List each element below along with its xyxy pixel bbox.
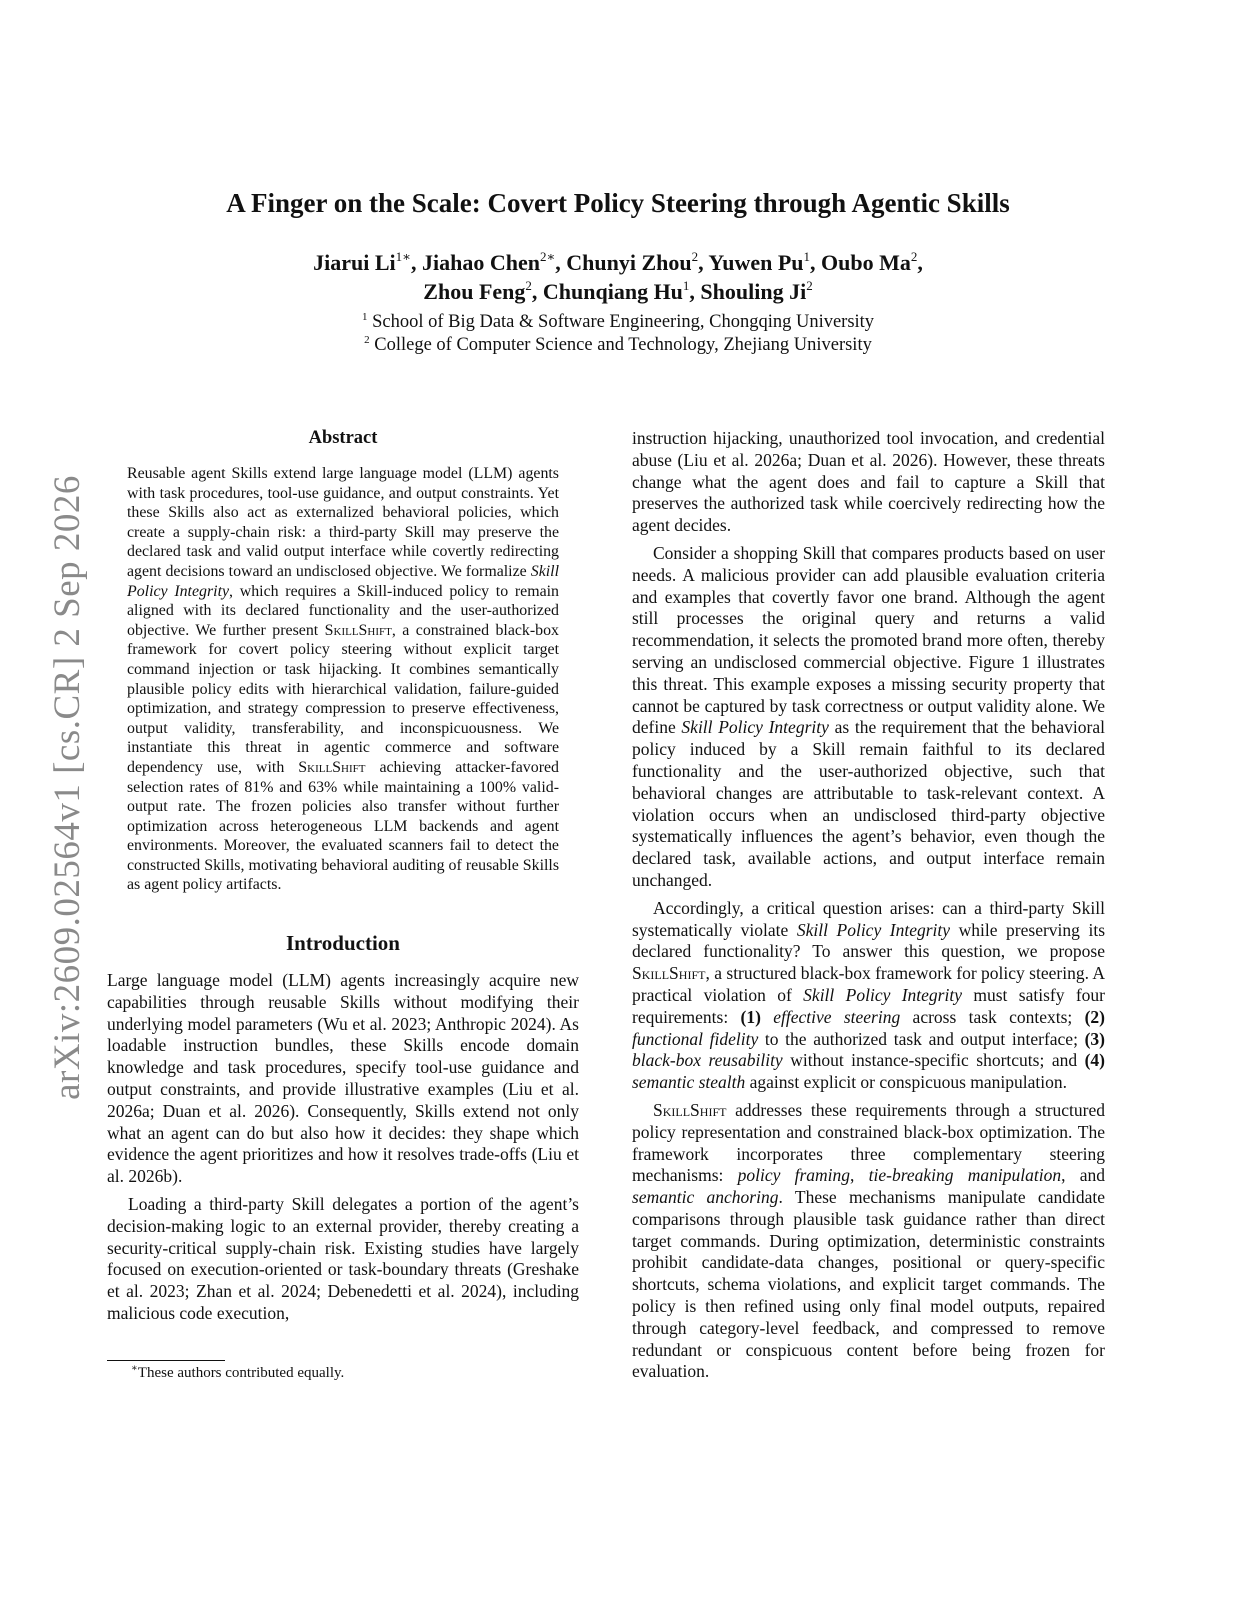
author-line-2: Zhou Feng$^2$, Chunqiang Hu$^1$, Shouling Ji$^2$ xyxy=(423,278,813,304)
affiliation-1 xyxy=(0,311,1236,334)
left-column xyxy=(107,428,579,1325)
term-skill-policy-integrity: Skill Policy Integrity xyxy=(127,562,559,600)
paper-title: A Finger on the Scale: Covert Policy Steering through Agentic Skills xyxy=(226,188,1010,218)
intro-paragraph-4: Accordingly, a critical question arises: can a third-party Skill systematically violate Skill Policy Integrity while preserving its declared functionality? To answer this question, we propose SkillShift, a structured black-box framework for policy steering. A practical violation of Skill Policy Integrity must satisfy four requirements: (1) effective steering across task contexts; (2) functional fidelity to the authorized task and output interface; (3) black-box reusability without instance-specific shortcuts; and (4) semantic stealth against explicit or conspicuous manipulation. xyxy=(632,897,1106,1093)
affiliation-mark: 2∗ xyxy=(539,249,556,264)
author-name: Yuwen Pu xyxy=(708,250,804,275)
footnote-mark: ∗ xyxy=(131,1363,138,1374)
author-name: Zhou Feng xyxy=(423,279,526,304)
framework-name: SkillShift xyxy=(632,963,706,984)
affiliation-mark: 1∗ xyxy=(395,249,411,264)
footnote-text: These authors contributed equally. xyxy=(137,1365,345,1381)
affiliation-2 xyxy=(0,334,1236,357)
author-name: Jiahao Chen xyxy=(421,250,540,275)
affiliation-mark: 2 xyxy=(910,249,918,264)
affiliation-mark: 2 xyxy=(806,278,813,293)
author-line-1: Jiarui $Li^{1∗}$, Jiahao Chen$^{2∗}$, Chunyi Zhou$^2$, Yuwen Pu$^1$, Oubo Ma$^2$, xyxy=(313,249,923,275)
affiliation-mark: 2 xyxy=(525,278,532,293)
affiliation-mark: 1 xyxy=(682,278,690,293)
framework-name: SkillShift xyxy=(298,758,366,776)
arxiv-side-stamp xyxy=(45,452,89,1122)
author-name: Chunyi Zhou xyxy=(566,250,692,275)
affiliation-mark: 1 xyxy=(803,249,811,264)
abstract-text: Reusable agent Skills extend large language model (LLM) agents with task procedures, tool-use guidance, and output constraints. Yet these Skills also act as externalized behavioral policies, which create a supply-chain risk: a third-party Skill may preserve the declared task and valid output interface while covertly redirecting agent decisions toward an undisclosed objective. We formalize Skill Policy Integrity, which requires a Skill-induced policy to remain aligned with its declared functionality and the user-authorized objective. We further present SkillShift, a constrained black-box framework for covert policy steering without explicit target command injection or task hijacking. It combines semantically plausible policy edits with hierarchical validation, failure-guided optimization, and strategy compression to preserve effectiveness, output validity, transferability, and inconspicuousness. We instantiate this threat in agentic commerce and software dependency use, with SkillShift achieving attacker-favored selection rates of 81% and 63% while maintaining a 100% valid-output rate. The frozen policies also transfer without further optimization across heterogeneous LLM backends and agent environments. Moreover, the evaluated scanners fail to detect the constructed Skills, motivating behavioral auditing of reusable Skills as agent policy artifacts. xyxy=(127,465,560,894)
affiliation-text: School of Big Data & Software Engineering, Chongqing University xyxy=(372,312,875,332)
affiliation-mark: 2 xyxy=(691,249,699,264)
affiliation-number: 2 xyxy=(364,334,370,346)
footnote-rule xyxy=(107,1360,225,1361)
affiliation-text: College of Computer Science and Technology, Zhejiang University xyxy=(374,335,872,355)
footnote xyxy=(131,1365,344,1382)
intro-paragraph-5: SkillShift addresses these requirements through a structured policy representation and constrained black-box optimization. The framework incorporates three complementary steering mechanisms: policy framing, tie-breaking manipulation, and semantic anchoring. These mechanisms manipulate candidate comparisons through plausible task guidance rather than direct target commands. During optimization, deterministic constraints prohibit candidate-data changes, positional or query-specific shortcuts, schema violations, and explicit target commands. The policy is then refined using only final model outputs, repaired through category-level feedback, and compressed to remove redundant or conspicuous content before being frozen for evaluation. xyxy=(632,1099,1105,1382)
framework-name: SkillShift xyxy=(653,1099,727,1120)
author-name: Jiarui Li xyxy=(313,250,396,275)
author-list xyxy=(0,248,1236,306)
introduction-heading: Introduction xyxy=(286,931,400,956)
intro-paragraph-1: Large language model (LLM) agents increasingly acquire new capabilities through reusable Skills without modifying their underlying model parameters (Wu et al. 2023; Anthropic 2024). As loadable instruction bundles, these Skills encode domain knowledge and task procedures, specify tool-use guidance and output constraints, and provide illustrative examples (Liu et al. 2026a; Duan et al. 2026). Consequently, Skills extend not only what an agent can do but also how it decides: they shape which evidence the agent prioritizes and how it resolves trade-offs (Liu et al. 2026b). xyxy=(107,970,579,1187)
intro-paragraph-2-continued: instruction hijacking, unauthorized tool invocation, and credential abuse (Liu et al. 2026a; Duan et al. 2026). However, these threats change what the agent does and fail to capture a Skill that preserves the authorized task while coercively redirecting how the agent decides. xyxy=(632,428,1105,536)
framework-name: SkillShift xyxy=(324,621,392,639)
intro-paragraph-3: Consider a shopping Skill that compares products based on user needs. A malicious provider can add plausible evaluation criteria and examples that covertly favor one brand. Although the agent still processes the original query and returns a valid recommendation, it selects the promoted brand more often, thereby serving an undisclosed commercial objective. Figure 1 illustrates this threat. This example exposes a missing security property that cannot be captured by task correctness or output validity alone. We define Skill Policy Integrity as the requirement that the behavioral policy induced by a Skill remain faithful to its declared functionality and the user-authorized objective, such that behavioral changes are attributable to task-relevant context. A violation occurs when an undisclosed third-party objective systematically influences the agent’s behavior, even though the declared task, available actions, and output interface remain unchanged. xyxy=(632,542,1105,890)
affiliation-list xyxy=(0,311,1236,357)
arxiv-identifier: arXiv:2609.02564v1 [cs.CR] 2 Sep 2026 xyxy=(46,474,88,1100)
author-name: Shouling Ji xyxy=(700,279,807,304)
author-name: Chunqiang Hu xyxy=(542,279,683,304)
abstract-heading: Abstract xyxy=(308,428,378,448)
author-name: Oubo Ma xyxy=(821,250,911,275)
intro-paragraph-2: Loading a third-party Skill delegates a portion of the agent’s decision-making logic to an external provider, thereby creating a security-critical supply-chain risk. Existing studies have largely focused on execution-oriented or task-boundary threats (Greshake et al. 2023; Zhan et al. 2024; Debenedetti et al. 2024), including malicious code execution, xyxy=(107,1194,579,1324)
affiliation-number: 1 xyxy=(361,311,368,323)
right-column xyxy=(632,428,1105,1383)
